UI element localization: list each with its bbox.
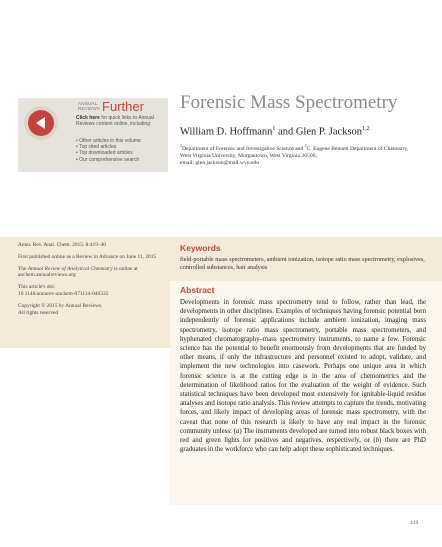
citation: Annu. Rev. Anal. Chem. 2015. 8:419–40 <box>18 242 106 248</box>
publication-date: First published online as a Review in Advance on June 11, 2015 <box>18 253 157 260</box>
rights-text: All rights reserved <box>18 309 59 316</box>
affiliation-text: Department of Forensic and Investigative Science and <box>182 145 305 152</box>
article-title: Forensic Mass Spectrometry <box>180 92 398 113</box>
online-note <box>18 266 166 280</box>
abstract-text-mid: ) The instruments developed are turned into robust black boxes with red and green lights for positives and negatives, respectively, or ( <box>180 427 426 445</box>
affiliation-text: C. Eugene Bennett Department of Chemistry, West Virginia University, Morgantown, West Virginia 26506; <box>180 145 409 159</box>
online-note-prefix: The <box>18 265 28 272</box>
page-number: 419 <box>410 520 419 526</box>
affiliation-sup: 1 <box>180 143 182 148</box>
further-link-item[interactable]: • Other articles in this volume <box>76 138 141 144</box>
doi-label: This article's doi: <box>18 284 56 291</box>
copyright-text: Copyright © 2015 by Annual Reviews. <box>18 302 103 309</box>
online-note-suffix: is online at anchem.annualreviews.org <box>18 265 138 279</box>
keywords-list: field-portable mass spectrometers, ambient ionization, isotope ratio mass spectrometry, explosives, controlled substances, hair analysis <box>180 256 425 271</box>
abstract-text-end: ) there are PhD graduates in the workforce who can help adopt these sophisticated techniques. <box>180 437 426 454</box>
back-arrow-icon[interactable] <box>24 106 58 140</box>
further-description <box>76 115 164 127</box>
further-description-text: for quick links to Annual Reviews content online, including: <box>76 115 154 127</box>
author-email[interactable]: email: glen.jackson@mail.wvu.edu <box>180 159 260 166</box>
journal-name: Annual Review of Analytical Chemistry <box>27 265 113 272</box>
abstract-text-main: Developments in forensic mass spectrometry tend to follow, rather than lead, the developments in other disciplines. Examples of techniques having forensic potential born independently of forensic applications include ambient ionization, imaging mass spectrometry, isotope ratio mass spectrometry, portable mass spectrometers, and hyphenated chromatography–mass spectrometry instruments, to name a few. Forensic science has the potential to benefit enormously from developments that are funded by other means, if only the infrastructure and personnel existed to adopt, validate, and implement the new technologies into casework. Perhaps one unique area in which forensic science is at the cutting edge is in the area of chemometrics and the determination of likelihood ratios for the evaluation of the weight of evidence. Such statistical techniques have been developed most extensively for ignitable-liquid residue analyses and isotope ratio analysis. This review attempts to capture the trends, motivating forces, and likely impact of developing areas of forensic mass spectrometry, with the caveat that none of this research is likely to have any real impact in the forensic community unless: ( <box>180 299 426 435</box>
affiliation <box>180 142 420 167</box>
click-here-link[interactable]: Click here <box>76 115 100 121</box>
further-link-item[interactable]: • Our comprehensive search <box>76 157 141 163</box>
abstract-body <box>180 298 426 454</box>
further-title: Further <box>102 99 144 114</box>
further-link-box[interactable] <box>18 98 168 172</box>
author-name: William D. Hoffmann <box>180 126 273 138</box>
abstract-item-a: a <box>235 427 240 435</box>
article-info-sidebar <box>18 242 166 321</box>
author-sup: 1,2 <box>362 126 370 132</box>
abstract-item-b: b <box>375 437 380 445</box>
further-link-item[interactable]: • Top downloaded articles <box>76 150 141 156</box>
doi-link[interactable]: 10.1146/annurev-anchem-071114-040335 <box>18 290 109 297</box>
further-quick-links <box>76 138 141 163</box>
further-link-item[interactable]: • Top cited articles <box>76 144 141 150</box>
annual-reviews-label: ANNUAL REVIEWS <box>78 101 101 111</box>
abstract-heading: Abstract <box>180 285 215 295</box>
affiliation-sup: 2 <box>304 143 307 148</box>
author-sup: 1 <box>272 126 276 132</box>
author-and: and <box>275 126 296 138</box>
authors <box>180 126 370 138</box>
doi <box>18 284 166 298</box>
author-name: Glen P. Jackson <box>295 126 363 138</box>
keywords-heading: Keywords <box>180 243 221 253</box>
copyright <box>18 303 166 317</box>
